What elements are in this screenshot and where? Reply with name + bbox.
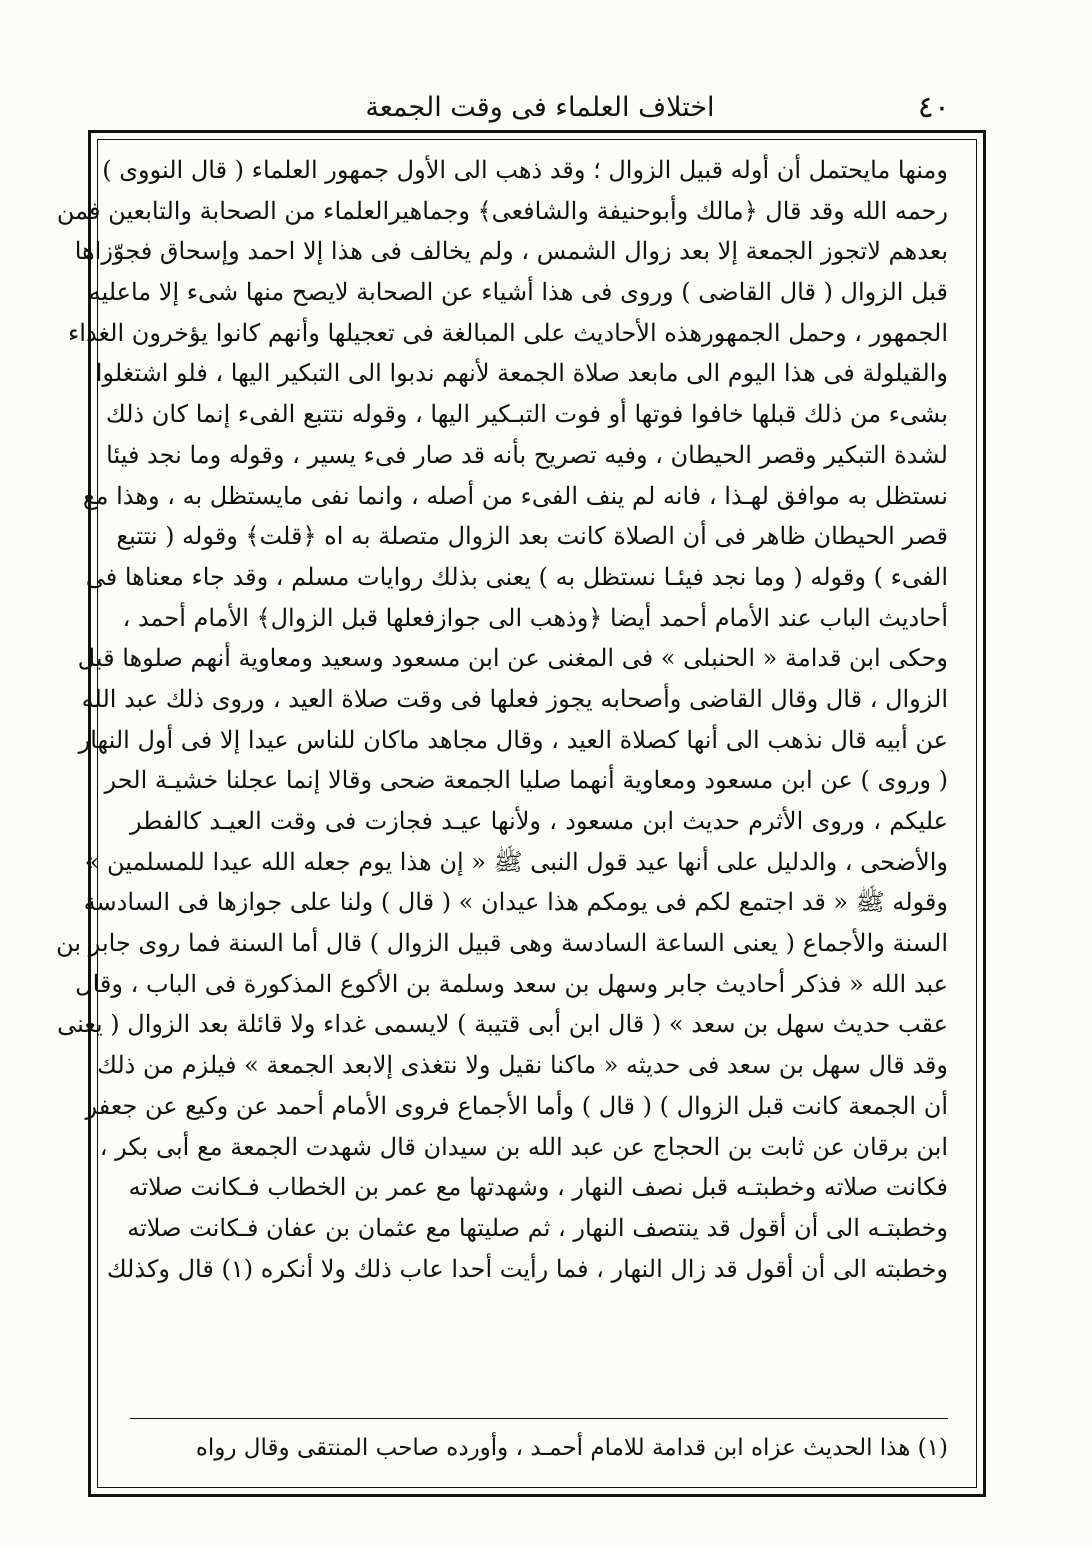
body-line: عليكم ، وروى الأثرم حديث ابن مسعود ، ولأنها عيـد فجازت فى وقت العيـد كالفطر xyxy=(130,807,948,835)
body-line: ( وروى ) عن ابن مسعود ومعاوية أنهما صليا الجمعة ضحى وقالا إنما عجلنا خشيـة الحر xyxy=(104,766,948,795)
body-line: الفىء ) وقوله ( وما نجد فيئـا نستظل به ) يعنى بذلك روايات مسلم ، وقد جاء معناها فى xyxy=(85,562,948,591)
body-line: وقد قال سهل بن سعد فى حديثه « ماكنا نقيل ولا نتغذى إلابعد الجمعة » فيلزم من ذلك xyxy=(97,1051,948,1080)
body-line: قبل الزوال ( قال القاضى ) وروى فى هذا أشياء عن الصحابة لايصح منها شىء إلا ماعليه xyxy=(88,278,948,307)
running-title: اختلاف العلماء فى وقت الجمعة xyxy=(365,92,715,123)
body-line: أن الجمعة كانت قبل الزوال ) ( قال ) وأما الأجماع فروى الأمام أحمد عن وكيع عن جعفر xyxy=(85,1091,948,1120)
body-line: السنة والأجماع ( يعنى الساعة السادسة وهى قبيل الزوال ) قال أما السنة فما روى جابر بن xyxy=(56,929,948,958)
body-line: لشدة التبكير وقصر الحيطان ، وفيه تصريح بأنه قد صار فىء يسير ، وقوله وما نجد فيئا xyxy=(106,440,948,469)
body-line: رحمه الله وقد قال ﴿مالك وأبوحنيفة والشافعى﴾ وجماهيرالعلماء من الصحابة والتابعين فمن xyxy=(56,196,948,225)
body-text xyxy=(56,150,948,1289)
body-line: عن أبيه قال نذهب الى أنها كصلاة العيد ، وقال مجاهد ماكان للناس عيدا إلا فى أول النهار xyxy=(78,725,948,754)
body-line: والقيلولة فى هذا اليوم الى مابعد صلاة الجمعة لأنهم ندبوا الى التبكير اليها ، فلو اشتغلوا xyxy=(95,359,948,388)
body-line: ابن برقان عن ثابت بن الحجاج عن عبد الله بن سيدان قال شهدت الجمعة مع أبى بكر ، xyxy=(99,1132,948,1161)
body-line: والأضحى ، والدليل على أنها عيد قول النبى ﷺ « إن هذا يوم جعله الله عيدا للمسلمين » xyxy=(84,847,948,876)
body-line: عقب حديث سهل بن سعد » ( قال ابن أبى قتيبة ) لايسمى غداء ولا قائلة بعد الزوال ( يعنى xyxy=(57,1010,948,1039)
body-line: قصر الحيطان ظاهر فى أن الصلاة كانت بعد الزوال متصلة به اه ﴿قلت﴾ وقوله ( نتتبع xyxy=(116,522,948,551)
footnote: (١) هذا الحديث عزاه ابن قدامة للامام أحمـد ، وأورده صاحب المنتقى وقال رواه xyxy=(195,1435,948,1461)
body-line: عبد الله « فذكر أحاديث جابر وسهل بن سعد وسلمة بن الأكوع المذكورة فى الباب ، وقال xyxy=(75,969,948,998)
body-line: الزوال ، قال وقال القاضى وأصحابه يجوز فعلها فى وقت صلاة العيد ، وروى ذلك عبد الله xyxy=(81,684,948,713)
body-line: أحاديث الباب عند الأمام أحمد أيضا ﴿وذهب الى جوازفعلها قبل الزوال﴾ الأمام أحمد ، xyxy=(122,603,948,632)
body-line: وقوله ﷺ « قد اجتمع لكم فى يومكم هذا عيدان » ( قال ) ولنا على جوازها فى السادسة xyxy=(83,888,948,917)
page-number: ٤٠ xyxy=(917,90,950,125)
body-line: وخطبته الى أن أقول قد زال النهار ، فما رأيت أحدا عاب ذلك ولا أنكره (١) قال وكذلك xyxy=(106,1254,948,1283)
body-line: بشىء من ذلك قبلها خافوا فوتها أو فوت التبـكير اليها ، وقوله نتتبع الفىء إنما كان ذلك xyxy=(105,400,948,429)
body-line: الجمهور ، وحمل الجمهورهذه الأحاديث على المبالغة فى تعجيلها وأنهم كانوا يؤخرون الغداء xyxy=(68,318,948,347)
body-line: ومنها مايحتمل أن أوله قبيل الزوال ؛ وقد ذهب الى الأول جمهور العلماء ( قال النووى ) xyxy=(102,156,948,184)
body-line: نستظل به موافق لهـذا ، فانه لم ينف الفىء من أصله ، وانما نفى مايستظل به ، وهذا مع xyxy=(82,481,948,510)
footnote-divider xyxy=(130,1418,948,1419)
body-line: بعدهم لاتجوز الجمعة إلا بعد زوال الشمس ، ولم يخالف فى هذا إلا احمد وإسحاق فجوّزاها xyxy=(74,237,948,266)
body-line: فكانت صلاته وخطبتـه قبل نصف النهار ، وشهدتها مع عمر بن الخطاب فـكانت صلاته xyxy=(128,1173,948,1202)
body-line: وحكى ابن قدامة « الحنبلى » فى المغنى عن ابن مسعود وسعيد ومعاوية أنهم صلوها قبل xyxy=(77,644,948,673)
body-line: وخطبتـه الى أن أقول قد ينتصف النهار ، ثم صليتها مع عثمان بن عفان فـكانت صلاته xyxy=(127,1213,948,1242)
page-header xyxy=(100,88,980,128)
